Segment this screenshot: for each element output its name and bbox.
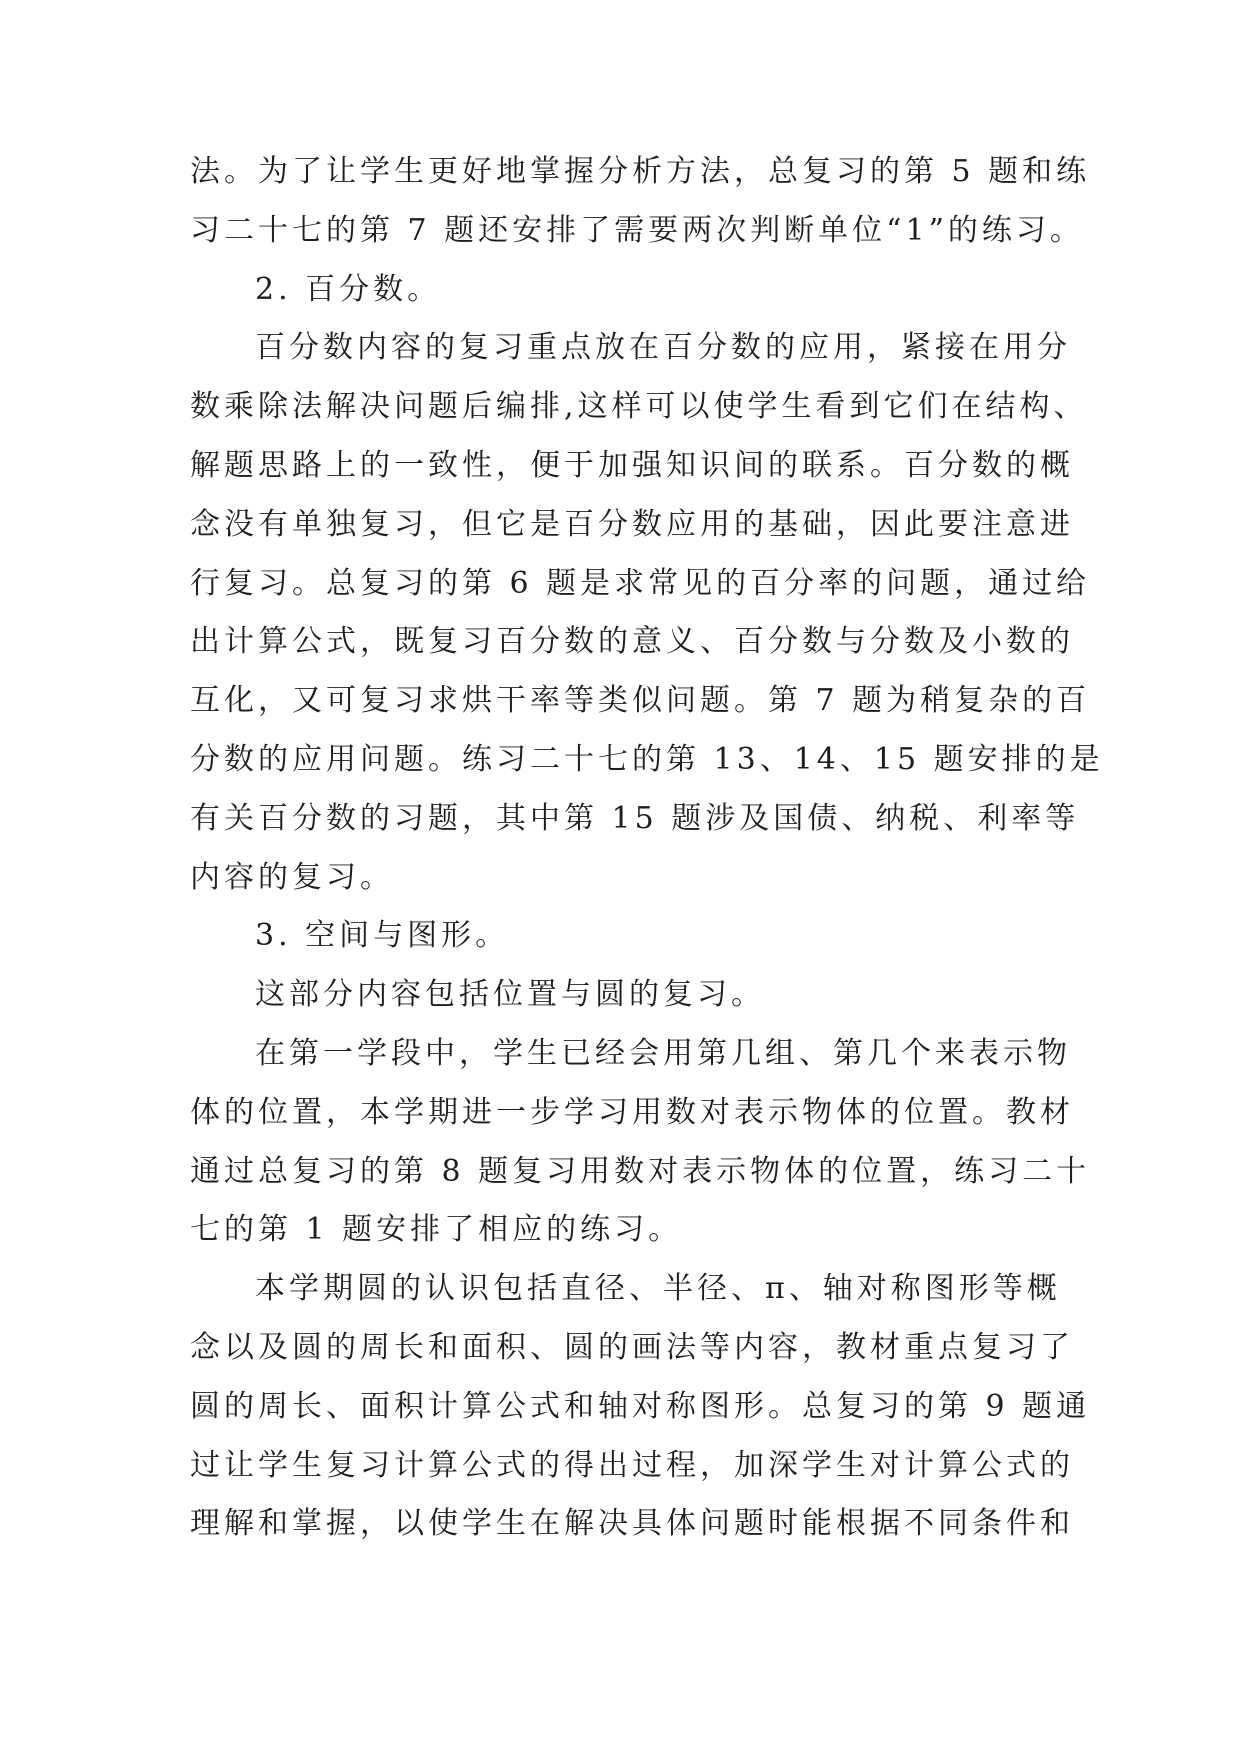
paragraph-first-line: 百分数内容的复习重点放在百分数的应用，紧接在用分: [255, 330, 1071, 365]
paragraph-line: 习二十七的第 7 题还安排了需要两次判断单位“1”的练习。: [190, 213, 1084, 248]
paragraph-line: 行复习。总复习的第 6 题是求常见的百分率的问题，通过给: [190, 566, 1091, 601]
paragraph-first-line: 2. 百分数。: [255, 272, 442, 307]
paragraph-line: 分数的应用问题。练习二十七的第 13、14、15 题安排的是: [190, 742, 1104, 777]
paragraph-line: 解题思路上的一致性，便于加强知识间的联系。百分数的概: [190, 448, 1074, 483]
paragraph-first-line: 在第一学段中，学生已经会用第几组、第几个来表示物: [255, 1036, 1071, 1071]
paragraph-line: 过让学生复习计算公式的得出过程，加深学生对计算公式的: [190, 1448, 1074, 1483]
paragraph-line: 念没有单独复习，但它是百分数应用的基础，因此要注意进: [190, 507, 1074, 542]
paragraph-line: 出计算公式，既复习百分数的意义、百分数与分数及小数的: [190, 624, 1074, 659]
paragraph-line: 理解和掌握，以使学生在解决具体问题时能根据不同条件和: [190, 1506, 1074, 1541]
paragraph-first-line: 本学期圆的认识包括直径、半径、π、轴对称图形等概: [255, 1271, 1061, 1306]
paragraph-first-line: 3. 空间与图形。: [255, 918, 510, 953]
paragraph-line: 互化，又可复习求烘干率等类似问题。第 7 题为稍复杂的百: [190, 683, 1091, 718]
paragraph-line: 圆的周长、面积计算公式和轴对称图形。总复习的第 9 题通: [190, 1389, 1091, 1424]
paragraph-line: 有关百分数的习题，其中第 15 题涉及国债、纳税、利率等: [190, 801, 1080, 836]
paragraph-line: 法。为了让学生更好地掌握分析方法，总复习的第 5 题和练: [190, 154, 1091, 189]
paragraph-line: 数乘除法解决问题后编排,这样可以使学生看到它们在结构、: [190, 389, 1088, 424]
paragraph-line: 念以及圆的周长和面积、圆的画法等内容，教材重点复习了: [190, 1330, 1074, 1365]
paragraph-line: 七的第 1 题安排了相应的练习。: [190, 1212, 683, 1247]
paragraph-first-line: 这部分内容包括位置与圆的复习。: [255, 977, 765, 1012]
paragraph-line: 通过总复习的第 8 题复习用数对表示物体的位置，练习二十: [190, 1154, 1091, 1189]
paragraph-line: 内容的复习。: [190, 860, 394, 895]
paragraph-line: 体的位置，本学期进一步学习用数对表示物体的位置。教材: [190, 1095, 1074, 1130]
